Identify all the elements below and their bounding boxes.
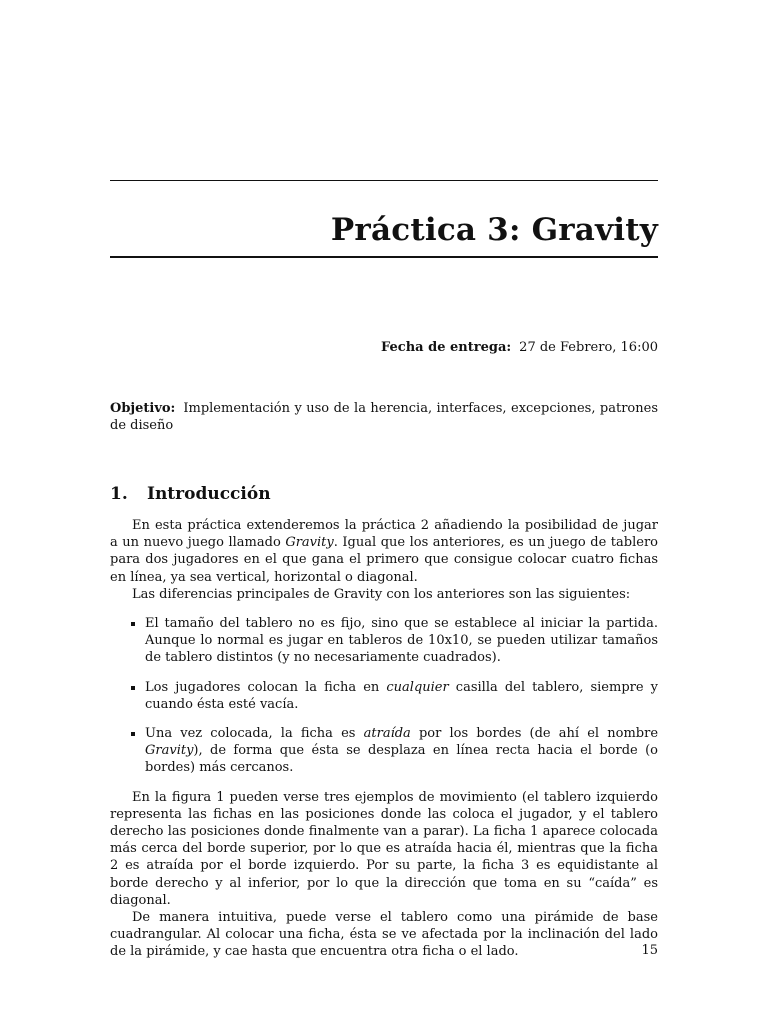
- page-title: Práctica 3: Gravity: [330, 212, 658, 248]
- section-title: Introducción: [147, 484, 271, 504]
- paragraph-intro: [110, 517, 658, 586]
- emphasis-cualquier: cualquier: [386, 679, 449, 695]
- emphasis-gravity: Gravity: [285, 535, 334, 551]
- section-number: 1.: [110, 484, 128, 504]
- title-bottom-rule: [110, 256, 658, 258]
- list-item-text: Los jugadores colocan la ficha en: [145, 679, 387, 695]
- paragraph-intro-text: En esta práctica extenderemos la práctica 2 añadiendo la posibilidad de jugar a un nuevo juego llamado: [110, 518, 658, 551]
- due-date-value: 27 de Febrero, 16:00: [519, 340, 658, 355]
- page-number: 15: [641, 943, 658, 958]
- paragraph-pyramid: De manera intuitiva, puede verse el tablero como una pirámide de base cuadrangular. Al colocar una ficha, ésta se ve afectada por la inclinación del lado de la pirámide, y cae hasta que encuentra otra ficha o el lado.: [110, 910, 658, 960]
- section-body: [110, 517, 658, 961]
- bullet-icon: [131, 732, 135, 736]
- due-date-label: Fecha de entrega:: [381, 340, 512, 355]
- list-item-text: El tamaño del tablero no es fijo, sino que se establece al iniciar la partida. Aunque lo normal es jugar en tableros de 10x10, se pueden utilizar tamaños de tablero distintos (y no necesariamente cuadrados).: [145, 616, 658, 666]
- differences-list: [110, 615, 658, 777]
- paragraph-figure: En la figura 1 pueden verse tres ejemplos de movimiento (el tablero izquierdo representa las fichas en las posiciones donde las coloca el jugador, y el tablero derecho las posiciones donde finalmente van a parar). La ficha 1 aparece colocada más cerca del borde superior, por lo que es atraída hacia él, mientras que la ficha 2 es atraída por el borde izquierdo. Por su parte, la ficha 3 es equidistante al borde derecho y al inferior, por lo que la dirección que toma en su “caída” es diagonal.: [110, 789, 658, 908]
- objective: [110, 400, 658, 434]
- paragraph-intro-text-end: . Igual que los anteriores, es un juego de tablero para dos jugadores en el que gana el primero que consigue colocar cuatro fichas en línea, ya sea vertical, horizontal o diagonal.: [110, 535, 658, 585]
- bullet-icon: [131, 622, 135, 626]
- due-date: [381, 340, 658, 355]
- emphasis-atraida: atraída: [363, 726, 411, 742]
- title-top-rule: [110, 180, 658, 181]
- list-item-text-end: casilla del tablero, siempre y cuando ésta esté vacía.: [145, 679, 658, 712]
- list-item: [110, 679, 658, 713]
- list-item-text-end: ), de forma que ésta se desplaza en línea recta hacia el borde (o bordes) más cercanos.: [145, 743, 658, 776]
- list-item: [110, 725, 658, 777]
- objective-label: Objetivo:: [110, 401, 176, 416]
- section-heading: [110, 484, 271, 504]
- bullet-icon: [131, 686, 135, 690]
- list-item-text-middle: por los bordes (de ahí el nombre: [410, 726, 659, 742]
- paragraph-differences: Las diferencias principales de Gravity con los anteriores son las siguientes:: [132, 586, 631, 602]
- emphasis-gravity: Gravity: [145, 743, 194, 759]
- list-item: [110, 615, 658, 667]
- objective-text: Implementación y uso de la herencia, interfaces, excepciones, patrones de diseño: [110, 401, 658, 433]
- list-item-text: Una vez colocada, la ficha es: [145, 726, 364, 742]
